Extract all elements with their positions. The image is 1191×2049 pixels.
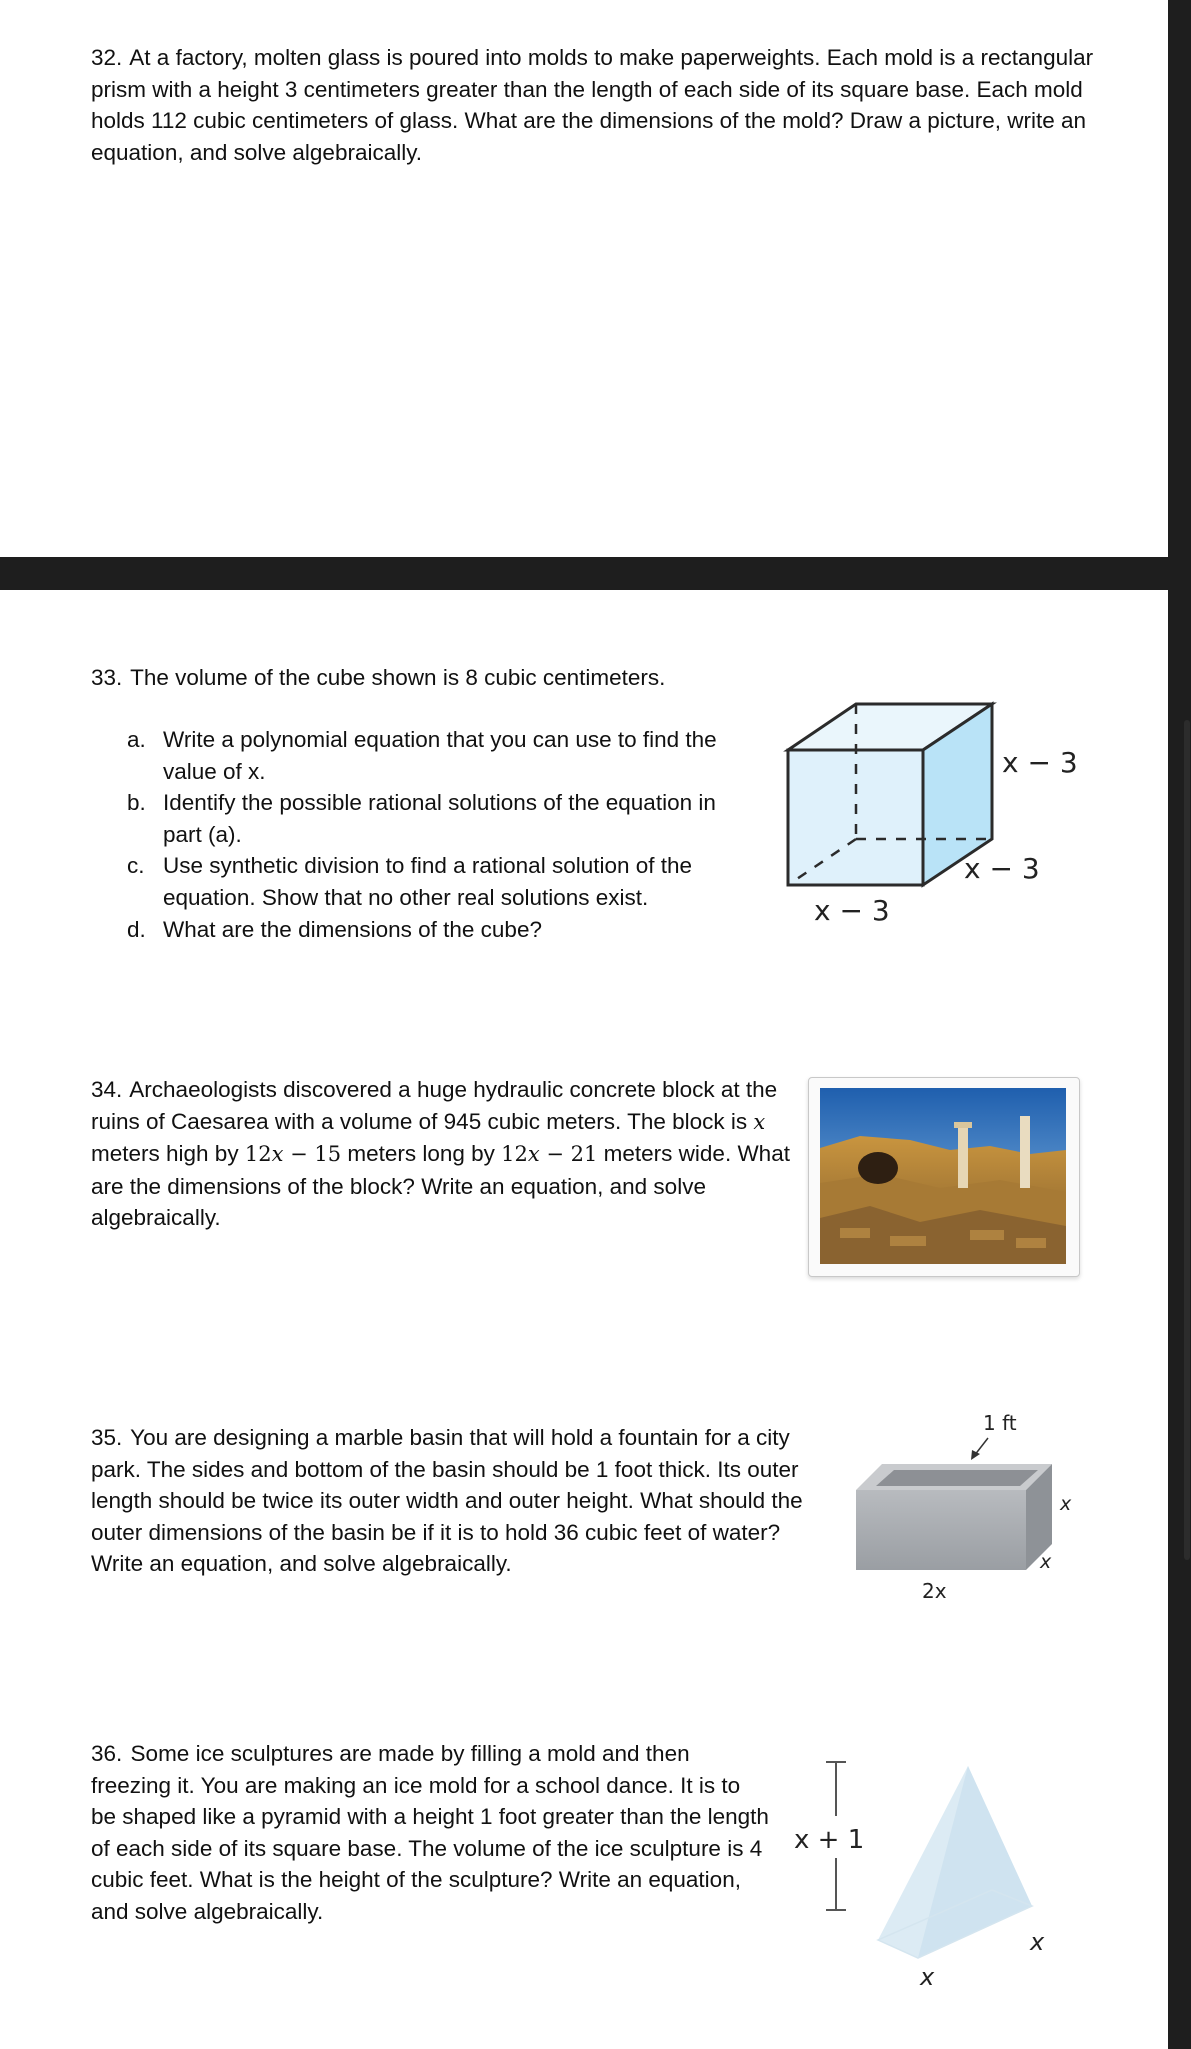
question-36-number: 36.	[91, 1741, 123, 1766]
basin-inner-cavity	[876, 1470, 1038, 1486]
question-33	[91, 662, 791, 694]
question-33-part-a: a. Write a polynomial equation that you can use to find the value of x.	[127, 727, 717, 784]
question-35-text: You are designing a marble basin that will hold a fountain for a city park. The sides and bottom of the basin should be 1 foot thick. Its outer length should be twice its outer width and outer height. What should the outer dimensions of the basin be if it is to hold 36 cubic feet of water? Write an equation, and solve algebraically.	[91, 1425, 803, 1577]
basin-label-thickness: 1 ft	[983, 1411, 1017, 1435]
question-33-part-d: d. What are the dimensions of the cube?	[127, 916, 542, 942]
basin-label-height: x	[1060, 1493, 1072, 1515]
pyramid-label-height: x + 1	[794, 1825, 865, 1855]
question-32	[91, 42, 1101, 168]
basin-figure	[850, 1408, 1090, 1608]
pyramid-label-side: x	[1030, 1928, 1045, 1956]
cube-label-width: x − 3	[814, 894, 890, 927]
question-33-part-b: b. Identify the possible rational solutions of the equation in part (a).	[127, 790, 716, 847]
question-35-number: 35.	[91, 1425, 123, 1450]
question-34: 34. Archaeologists discovered a huge hydraulic concrete block at the ruins of Caesarea with a volume of 945 cubic meters. The block is x meters high by 12x − 15 meters long by 12x − 21 meters wide. What are the dimensions of the block? Write an equation, and solve algebraically.	[91, 1077, 790, 1231]
question-32-number: 32.	[91, 45, 123, 70]
scrollbar-thumb[interactable]	[1184, 720, 1190, 1560]
question-33-text: The volume of the cube shown is 8 cubic centimeters.	[130, 665, 666, 690]
question-33-parts	[127, 724, 747, 945]
caesarea-photo-frame	[808, 1077, 1080, 1277]
cube-label-depth: x − 3	[964, 852, 1040, 885]
pyramid-figure	[790, 1760, 1090, 2000]
caesarea-ruins-photo	[820, 1088, 1066, 1264]
question-36	[91, 1738, 771, 1928]
basin-front-face	[856, 1490, 1026, 1570]
cube-label-height: x − 3	[1002, 746, 1078, 779]
basin-label-depth: x	[1040, 1551, 1052, 1573]
question-34-number: 34.	[91, 1077, 123, 1102]
document-page-2	[0, 590, 1168, 2049]
pyramid-label-base: x	[920, 1963, 935, 1991]
question-35	[91, 1422, 811, 1580]
basin-thickness-arrowhead	[971, 1450, 980, 1460]
document-page-1	[0, 0, 1168, 557]
basin-label-length: 2x	[922, 1579, 947, 1603]
question-33-part-c: c. Use synthetic division to find a rational solution of the equation. Show that no other real solutions exist.	[127, 853, 693, 910]
question-32-text: At a factory, molten glass is poured into molds to make paperweights. Each mold is a rectangular prism with a height 3 centimeters greater than the length of each side of its square base. Each mold holds 112 cubic centimeters of glass. What are the dimensions of the mold? Draw a picture, write an equation, and solve algebraically.	[91, 45, 1094, 165]
question-33-number: 33.	[91, 665, 123, 690]
cube-figure	[780, 690, 1100, 940]
question-36-text: Some ice sculptures are made by filling a mold and then freezing it. You are making an ice mold for a school dance. It is to be shaped like a pyramid with a height 1 foot greater than the length of each side of its square base. The volume of the ice sculpture is 4 cubic feet. What is the height of the sculpture? Write an equation, and solve algebraically.	[91, 1741, 769, 1924]
